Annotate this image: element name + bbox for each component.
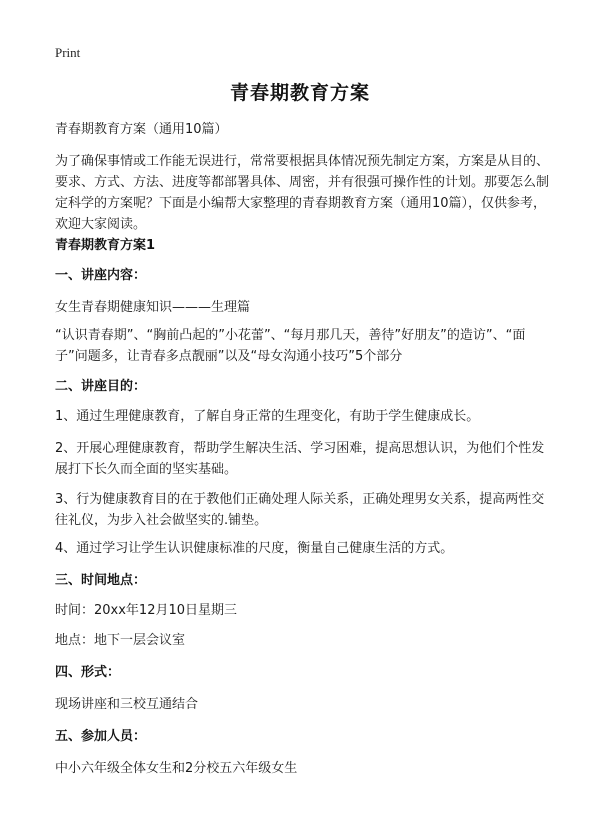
document-title: 青春期教育方案 [229, 82, 370, 104]
goal-item-2: 2、开展心理健康教育，帮助学生解决生活、学习困难，提高思想认识，为他们个性发展打下长久而全面的坚实基础。 [55, 441, 545, 477]
format-line: 现场讲座和三校互通结合 [55, 697, 199, 712]
heading-format: 四、形式： [55, 665, 121, 680]
attendees-line: 中小六年级全体女生和2分校五六年级女生 [55, 761, 298, 776]
intro-paragraph: 为了确保事情或工作能无误进行，常常要根据具体情况预先制定方案，方案是从目的、要求、方式、方法、进度等都部署具体、周密，并有很强可操作性的计划。那要怎么制定科学的方案呢？下面是小编帮大家整理的青春期教育方案（通用10篇），仅供参考，欢迎大家阅读。 [55, 154, 550, 232]
time-line: 时间：20xx年12月10日星期三 [55, 603, 238, 618]
section-title: 青春期教育方案1 [55, 238, 156, 253]
goal-item-3: 3、行为健康教育目的在于教他们正确处理人际关系，正确处理男女关系，提高两性交往礼仪，为步入社会做坚实的.铺垫。 [55, 492, 545, 528]
heading-attendees: 五、参加人员： [55, 729, 147, 744]
document-subtitle: 青春期教育方案（通用10篇） [55, 122, 228, 137]
goal-item-1: 1、通过生理健康教育，了解自身正常的生理变化，有助于学生健康成长。 [55, 409, 480, 424]
place-line: 地点：地下一层会议室 [55, 633, 186, 648]
lecture-content-parts: “认识青春期”、“胸前凸起的”小花蕾”、“每月那几天，善待”好朋友”的造访”、“面子”问题多，让青春多点靓丽”以及“母女沟通小技巧”5个部分 [55, 328, 526, 364]
heading-time-place: 三、时间地点： [55, 573, 147, 588]
heading-lecture-goals: 二、讲座目的： [55, 379, 147, 394]
print-link[interactable]: Print [55, 45, 81, 60]
heading-lecture-content: 一、讲座内容： [55, 268, 147, 283]
lecture-content-topic: 女生青春期健康知识———生理篇 [55, 300, 251, 315]
goal-item-4: 4、通过学习让学生认识健康标准的尺度，衡量自己健康生活的方式。 [55, 541, 454, 556]
